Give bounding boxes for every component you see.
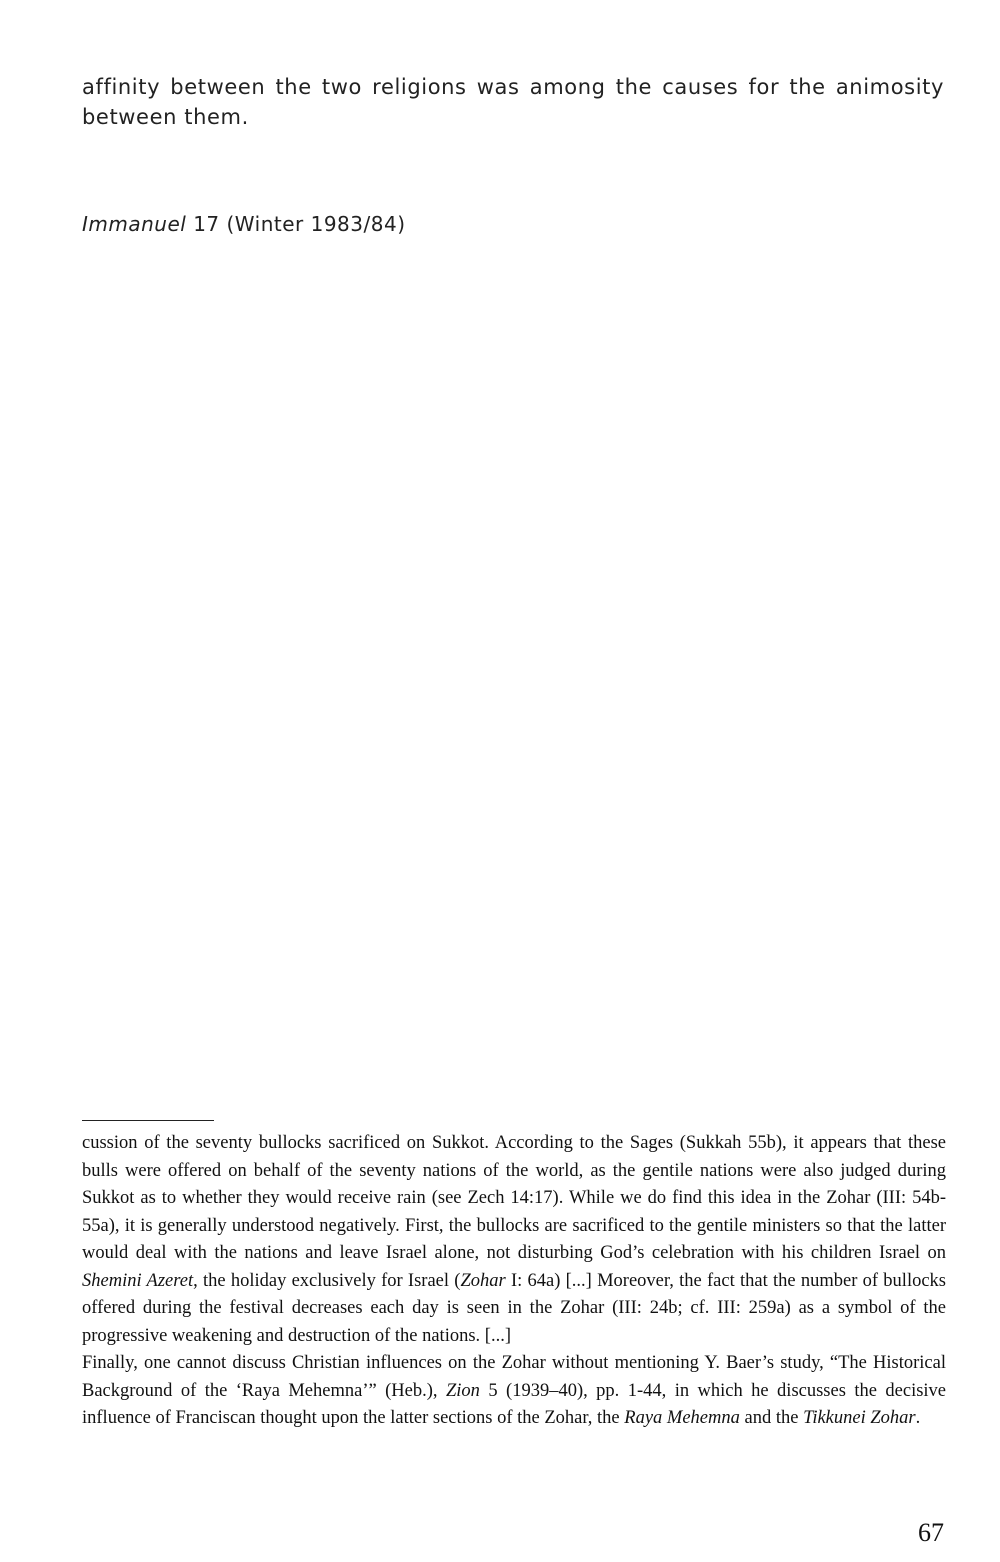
footnote-text: and the [739,1408,804,1428]
footnote-italic: Zion [445,1380,480,1401]
body-paragraph: affinity between the two religions was among the causes for the animosity between them. [82,75,944,129]
footnote-text: cussion of the seventy bullocks sacrificed on Sukkot. According to the Sages (Sukkah 55b), it appears that these bulls were offered on behalf of the seventy nations of the world, as the gentile nations were also judged during Sukkot as to whether they would receive rain (see Zech 14:17). While we do find this idea in the Zohar (III: 54b-55a), it is generally understood negatively. First, the bullocks are sacrificed to the gentile ministers so that the latter would deal with the nations and leave Israel alone, not disturbing God’s celebration with his children Israel on [82,1133,946,1263]
footnote-divider [82,1120,214,1121]
footnote-text: . [915,1408,921,1428]
footnote-italic: Shemini Azeret [82,1270,194,1291]
footnote-italic: Zohar [460,1270,506,1291]
footnote-text: Finally, one cannot discuss Christian influences on the Zohar without mentioning Y. Baer’s study, “The Historical Background of the ‘Raya Mehemna’” (Heb.), [82,1353,946,1401]
footnote-italic: Raya Mehemna [624,1408,740,1428]
footnote-text: I: 64a) [...] Moreover, the fact that the number of bullocks offered during the festival decreases each day is seen in the Zohar (III: 24b; cf. III: 259a) as a symbol of the progressive weakening and destruction of the nations. [...] [82,1270,946,1346]
footnote-paragraph [82,1350,946,1433]
citation-journal: Immanuel [82,212,187,236]
footnote-paragraph [82,1130,946,1350]
main-text [82,72,944,132]
citation-issue: 17 (Winter 1983/84) [186,212,406,236]
page-number: 67 [918,1518,944,1547]
footnote-italic: Tikkunei Zohar [803,1408,916,1428]
footnotes [82,1130,946,1433]
citation [82,212,406,236]
footnote-text: 5 (1939–40), pp. 1-44, in which he discusses the decisive influence of Franciscan thought upon the latter sections of the Zohar, the [82,1380,947,1428]
footnote-text: , the holiday exclusively for Israel ( [193,1270,461,1291]
